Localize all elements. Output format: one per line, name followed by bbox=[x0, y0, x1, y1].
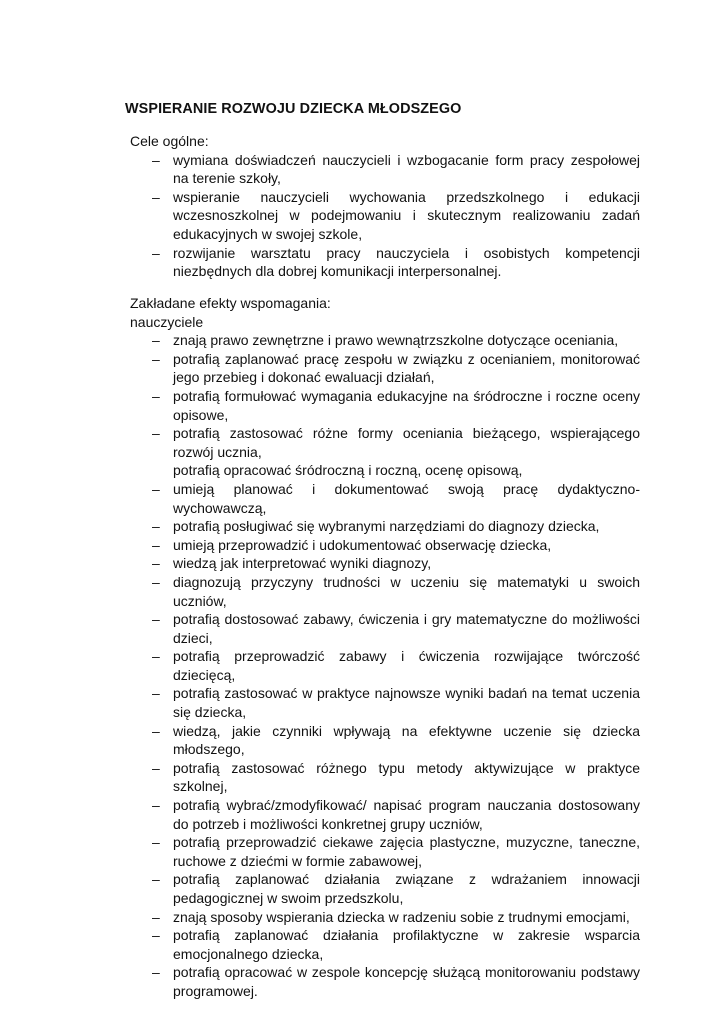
list-item bbox=[130, 554, 640, 573]
list-item-text: umieją przeprowadzić i udokumentować obserwację dziecka, bbox=[173, 536, 552, 553]
list-item bbox=[130, 244, 640, 281]
list-item-text: umieją planować i dokumentować swoją pracę dydaktyczno- wychowawczą, bbox=[173, 480, 640, 516]
list-item bbox=[130, 759, 640, 796]
list-item-text: potrafią formułować wymagania edukacyjne na śródroczne i roczne oceny opisowe, bbox=[173, 387, 640, 423]
list-item bbox=[130, 926, 640, 963]
list-item bbox=[130, 963, 640, 1000]
dash-bullet-icon: – bbox=[152, 350, 160, 367]
general-goals-section bbox=[130, 132, 640, 281]
expected-effects-subheading: nauczyciele bbox=[130, 313, 204, 330]
list-item-text: wiedzą, jakie czynniki wpływają na efektywne uczenie się dziecka młodszego, bbox=[173, 722, 640, 758]
dash-bullet-icon: – bbox=[152, 648, 160, 665]
list-item-text: znają sposoby wspierania dziecka w radzeniu sobie z trudnymi emocjami, bbox=[173, 908, 630, 925]
list-item-text: potrafią dostosować zabawy, ćwiczenia i gry matematyczne do możliwości dzieci, bbox=[173, 611, 640, 646]
dash-bullet-icon: – bbox=[152, 387, 160, 404]
dash-bullet-icon: – bbox=[152, 573, 160, 590]
list-item bbox=[130, 870, 640, 907]
list-item bbox=[130, 684, 640, 721]
general-goals-list bbox=[130, 151, 640, 281]
list-item bbox=[130, 517, 640, 536]
list-item bbox=[130, 480, 640, 517]
expected-effects-heading: Zakładane efekty wspomagania: bbox=[130, 295, 331, 311]
list-item-text: potrafią zastosować w praktyce najnowsze wyniki badań na temat uczenia się dziecka, bbox=[173, 685, 640, 721]
list-item bbox=[130, 424, 640, 461]
list-item bbox=[130, 188, 640, 244]
dash-bullet-icon: – bbox=[152, 685, 160, 702]
list-item bbox=[130, 833, 640, 870]
dash-bullet-icon: – bbox=[152, 244, 160, 261]
list-item-text: potrafią wybrać/zmodyfikować/ napisać program nauczania dostosowany do potrzeb i możliwości konkretnej grupy uczniów, bbox=[173, 797, 640, 832]
dash-bullet-icon: – bbox=[152, 425, 160, 442]
list-item bbox=[130, 796, 640, 833]
list-item bbox=[130, 573, 640, 610]
general-goals-heading: Cele ogólne: bbox=[130, 133, 209, 149]
list-item-text: wspieranie nauczycieli wychowania przedszkolnego i edukacji wczesnoszkolnej w podejmowaniu i skutecznym realizowaniu zadań edukacyjnych w swojej szkole, bbox=[173, 188, 640, 242]
dash-bullet-icon: – bbox=[152, 871, 160, 888]
list-item-text: wymiana doświadczeń nauczycieli i wzbogacanie form pracy zespołowej na terenie szkoły, bbox=[173, 151, 640, 187]
list-item-text: potrafią zastosować różne formy oceniania bieżącego, wspierającego rozwój ucznia, bbox=[173, 425, 640, 460]
list-item bbox=[130, 647, 640, 684]
dash-bullet-icon: – bbox=[152, 611, 160, 628]
dash-bullet-icon: – bbox=[152, 518, 160, 535]
list-item bbox=[130, 536, 640, 555]
list-item-text: potrafią zaplanować działania związane z wdrażaniem innowacji pedagogicznej w swoim przedszkolu, bbox=[173, 871, 640, 906]
document-title: WSPIERANIE ROZWOJU DZIECKA MŁODSZEGO bbox=[125, 101, 462, 117]
expected-effects-list-b bbox=[130, 480, 640, 1001]
list-item bbox=[130, 387, 640, 424]
list-item-text: znają prawo zewnętrzne i prawo wewnątrzszkolne dotyczące oceniania, bbox=[173, 332, 619, 349]
dash-bullet-icon: – bbox=[152, 480, 160, 497]
dash-bullet-icon: – bbox=[152, 834, 160, 851]
list-item-text: potrafią opracować w zespole koncepcję służącą monitorowaniu podstawy programowej. bbox=[173, 964, 640, 999]
dash-bullet-icon: – bbox=[152, 332, 160, 349]
list-item bbox=[130, 350, 640, 387]
list-item-text: potrafią przeprowadzić ciekawe zajęcia plastyczne, muzyczne, taneczne, ruchowe z dziećmi w formie zabawowej, bbox=[173, 834, 640, 869]
list-item bbox=[130, 151, 640, 188]
dash-bullet-icon: – bbox=[152, 536, 160, 553]
expected-effects-list-a bbox=[130, 331, 640, 461]
dash-bullet-icon: – bbox=[152, 964, 160, 981]
continuation-line: potrafią opracować śródroczną i roczną, ocenę opisową, bbox=[173, 462, 523, 479]
list-item-text: potrafią zastosować różnego typu metody aktywizujące w praktyce szkolnej, bbox=[173, 759, 640, 795]
list-item bbox=[130, 908, 640, 927]
list-item-text: wiedzą jak interpretować wyniki diagnozy, bbox=[173, 555, 432, 572]
dash-bullet-icon: – bbox=[152, 151, 160, 168]
dash-bullet-icon: – bbox=[152, 797, 160, 814]
expected-effects-section bbox=[130, 294, 640, 1001]
dash-bullet-icon: – bbox=[152, 188, 160, 205]
list-item-text: diagnozują przyczyny trudności w uczeniu się matematyki u swoich uczniów, bbox=[173, 573, 640, 609]
dash-bullet-icon: – bbox=[152, 908, 160, 925]
list-item-text: potrafią zaplanować działania profilaktyczne w zakresie wsparcia emocjonalnego dziecka, bbox=[173, 927, 640, 962]
list-item-text: potrafią posługiwać się wybranymi narzędziami do diagnozy dziecka, bbox=[173, 518, 600, 535]
dash-bullet-icon: – bbox=[152, 722, 160, 739]
list-item-text: potrafią przeprowadzić zabawy i ćwiczenia rozwijające twórczość dziecięcą, bbox=[173, 648, 640, 683]
list-item bbox=[130, 610, 640, 647]
dash-bullet-icon: – bbox=[152, 555, 160, 572]
list-item-text: potrafią zaplanować pracę zespołu w związku z ocenianiem, monitorować jego przebieg i dokonać ewaluacji działań, bbox=[173, 350, 640, 386]
list-item bbox=[130, 331, 640, 350]
list-item bbox=[130, 722, 640, 759]
dash-bullet-icon: – bbox=[152, 759, 160, 776]
list-item-text: rozwijanie warsztatu pracy nauczyciela i osobistych kompetencji niezbędnych dla dobrej komunikacji interpersonalnej. bbox=[173, 244, 640, 280]
dash-bullet-icon: – bbox=[152, 927, 160, 944]
